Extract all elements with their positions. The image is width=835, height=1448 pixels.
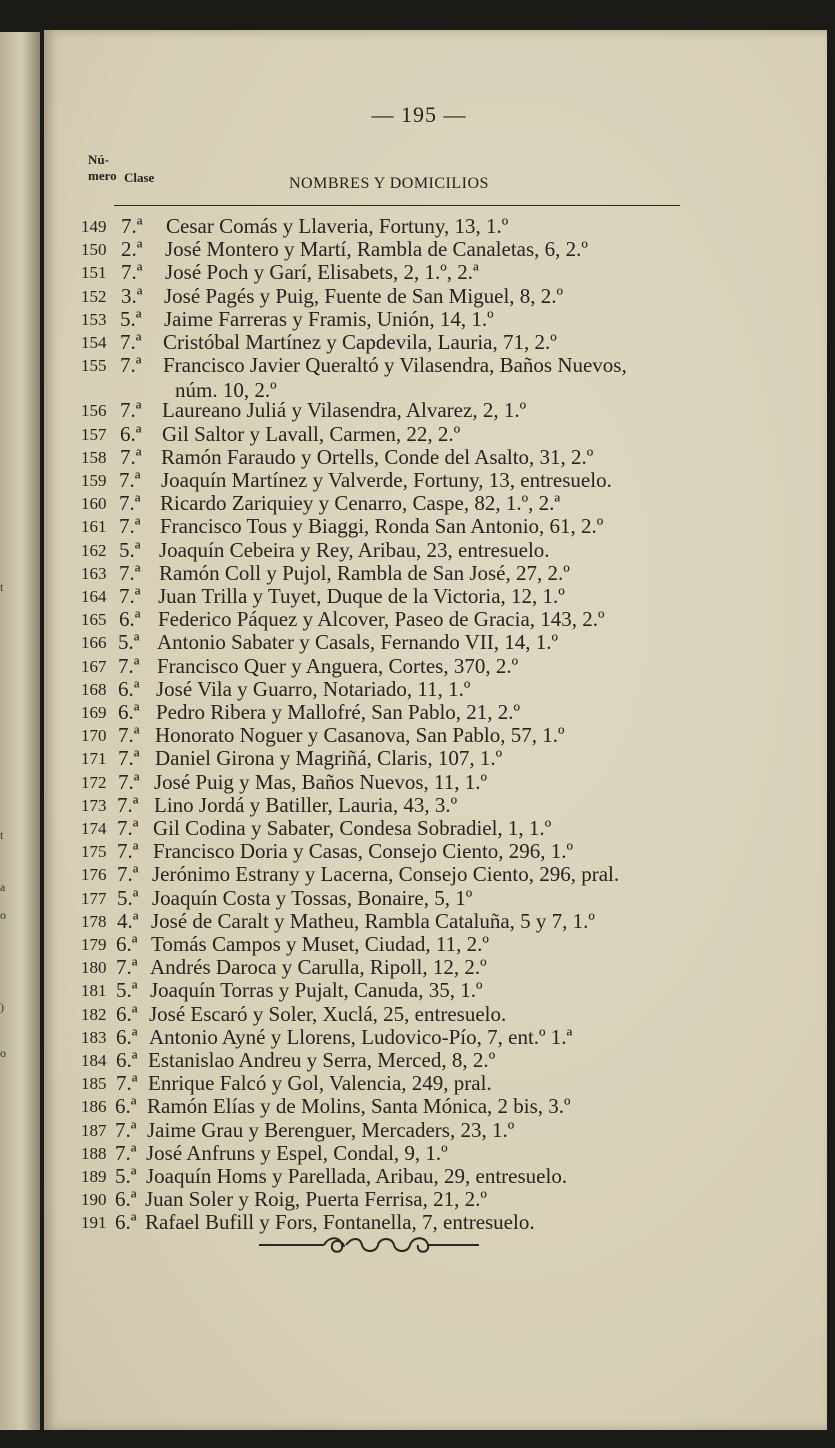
entry-name-address: Francisco Tous y Biaggi, Ronda San Antonio, 61, 2.º	[160, 514, 604, 539]
entry-name-address: Rafael Bufill y Fors, Fontanella, 7, entresuelo.	[145, 1210, 535, 1235]
previous-page-glyph: t	[0, 580, 4, 594]
entry-number: 150	[81, 240, 107, 260]
entry-class: 5.ª	[117, 885, 139, 910]
entry-name-address: José Pagés y Puig, Fuente de San Miguel, 8, 2.º	[164, 283, 564, 308]
entry-name-address: Cesar Comás y Llaveria, Fortuny, 13, 1.º	[166, 214, 509, 238]
entry-class: 7.ª	[119, 584, 141, 608]
entry-class: 7.ª	[120, 353, 142, 378]
entry-name-address: Francisco Javier Queraltó y Vilasendra, Baños Nuevos,	[163, 353, 627, 378]
entry-number: 151	[81, 263, 107, 283]
entry-class: 6.ª	[116, 1048, 138, 1072]
entry-class: 7.ª	[119, 560, 141, 585]
entry-class: 7.ª	[117, 862, 139, 887]
entry-class: 7.ª	[121, 260, 143, 285]
entry-number: 176	[81, 865, 107, 885]
entry-name-address: Pedro Ribera y Mallofré, San Pablo, 21, 2.º	[156, 700, 521, 724]
entry-number: 166	[81, 633, 107, 653]
entry-name-address: José Escaró y Soler, Xuclá, 25, entresuelo.	[149, 1001, 507, 1026]
entry-name-address: Laureano Juliá y Vilasendra, Alvarez, 2, 1.º	[162, 398, 527, 423]
entry-number: 185	[81, 1074, 107, 1094]
entry-number: 163	[81, 563, 107, 583]
entry-name-address: Joaquín Cebeira y Rey, Aribau, 23, entresuelo.	[159, 537, 550, 562]
column-header-numero: Nú- mero	[88, 152, 117, 183]
ornament-divider	[254, 1230, 484, 1260]
previous-page-glyph: o	[0, 1046, 6, 1060]
entry-number: 154	[81, 333, 107, 352]
entry-number: 183	[81, 1027, 107, 1047]
entry-number: 191	[81, 1213, 107, 1233]
entry-number: 171	[81, 749, 107, 769]
entry-class: 7.ª	[117, 816, 139, 840]
entry-class: 6.ª	[119, 607, 141, 632]
entry-name-address: Tomás Campos y Muset, Ciudad, 11, 2.º	[151, 932, 489, 956]
previous-page-glyph: o	[0, 908, 6, 922]
entry-name-address: Jaime Farreras y Framis, Unión, 14, 1.º	[164, 306, 494, 331]
entry-number: 155	[81, 356, 107, 376]
entry-name-address: Francisco Doria y Casas, Consejo Ciento, 296, 1.º	[153, 839, 574, 864]
entry-number: 186	[81, 1097, 107, 1117]
entry-number: 157	[81, 424, 107, 444]
entry-name-address: Antonio Ayné y Llorens, Ludovico-Pío, 7, ent.º 1.ª	[149, 1024, 573, 1049]
entry-number: 159	[81, 471, 107, 490]
entry-number: 165	[81, 610, 107, 630]
entry-number: 169	[81, 703, 107, 722]
entry-name-address: Federico Páquez y Alcover, Paseo de Gracia, 143, 2.º	[158, 607, 605, 632]
entry-class: 7.ª	[120, 398, 142, 423]
entry-number: 172	[81, 772, 107, 792]
entry-number: 180	[81, 958, 107, 978]
entry-number: 156	[81, 401, 107, 421]
entry-number: 160	[81, 494, 107, 514]
previous-page-glyph: )	[0, 1000, 4, 1014]
entry-number: 177	[81, 888, 107, 908]
entry-name-address: Juan Trilla y Tuyet, Duque de la Victoria, 12, 1.º	[158, 584, 565, 608]
entry-name-address: Ramón Faraudo y Ortells, Conde del Asalto, 31, 2.º	[161, 444, 594, 469]
entry-number: 153	[81, 309, 107, 329]
entries-list	[44, 30, 827, 1430]
entry-number: 189	[81, 1167, 107, 1186]
entry-number: 168	[81, 679, 107, 699]
entry-class: 6.ª	[116, 1001, 138, 1026]
entry-class: 5.ª	[120, 306, 142, 331]
entry-class: 5.ª	[116, 978, 138, 1003]
entry-number: 162	[81, 540, 107, 560]
entry-continuation: núm. 10, 2.º	[175, 378, 277, 403]
column-header-clase: Clase	[124, 170, 155, 185]
entry-number: 187	[81, 1120, 107, 1140]
previous-page-fragments	[0, 32, 10, 1430]
entry-name-address: José Anfruns y Espel, Condal, 9, 1.º	[146, 1140, 448, 1165]
entry-class: 6.ª	[118, 676, 140, 701]
previous-page-edge	[0, 32, 40, 1430]
entry-number: 182	[81, 1004, 107, 1024]
entry-name-address: José Montero y Martí, Rambla de Canaletas, 6, 2.º	[165, 237, 588, 262]
entry-class: 7.ª	[118, 653, 140, 678]
entry-number: 190	[81, 1190, 107, 1210]
entry-number: 167	[81, 656, 107, 676]
entry-name-address: Jaime Grau y Berenguer, Mercaders, 23, 1.º	[147, 1117, 515, 1142]
entry-number: 170	[81, 726, 107, 746]
entry-number: 149	[81, 217, 107, 236]
entry-class: 7.ª	[119, 468, 141, 492]
entry-class: 6.ª	[118, 700, 140, 724]
entry-name-address: Joaquín Homs y Parellada, Aribau, 29, entresuelo.	[146, 1164, 568, 1188]
entry-class: 7.ª	[119, 491, 141, 516]
entry-name-address: Enrique Falcó y Gol, Valencia, 249, pral.	[148, 1071, 492, 1096]
entry-name-address: Joaquín Costa y Tossas, Bonaire, 5, 1º	[152, 885, 473, 910]
previous-page-glyph: a	[0, 880, 6, 894]
entry-number: 179	[81, 935, 107, 954]
entry-name-address: Ramón Coll y Pujol, Rambla de San José, 27, 2.º	[159, 560, 570, 585]
entry-class: 7.ª	[118, 746, 140, 771]
entry-class: 6.ª	[116, 932, 138, 956]
entry-name-address: Francisco Quer y Anguera, Cortes, 370, 2.º	[157, 653, 519, 678]
entry-number: 184	[81, 1051, 107, 1070]
entry-class: 7.ª	[121, 214, 143, 238]
entry-number: 173	[81, 795, 107, 815]
entry-number: 181	[81, 981, 107, 1001]
entry-number: 158	[81, 447, 107, 467]
entry-name-address: José Puig y Mas, Baños Nuevos, 11, 1.º	[154, 769, 487, 794]
column-header-title: NOMBRES Y DOMICILIOS	[289, 175, 489, 192]
entry-name-address: Joaquín Martínez y Valverde, Fortuny, 13, entresuelo.	[161, 468, 612, 492]
entry-name-address: Jerónimo Estrany y Lacerna, Consejo Ciento, 296, pral.	[152, 862, 620, 887]
entry-class: 3.ª	[121, 283, 143, 308]
entry-number: 175	[81, 842, 107, 862]
entry-number: 178	[81, 911, 107, 931]
entry-class: 7.ª	[117, 792, 139, 817]
entry-number: 174	[81, 819, 107, 838]
entry-name-address: Ricardo Zariquiey y Cenarro, Caspe, 82, 1.º, 2.ª	[160, 491, 561, 516]
entry-name-address: José Vila y Guarro, Notariado, 11, 1.º	[156, 676, 471, 701]
entry-number: 188	[81, 1143, 107, 1163]
entry-number: 152	[81, 286, 107, 306]
previous-page-glyph: t	[0, 828, 4, 842]
entry-class: 6.ª	[115, 1210, 137, 1235]
entry-number: 161	[81, 517, 107, 537]
entry-class: 4.ª	[117, 908, 139, 933]
entry-class: 6.ª	[115, 1094, 137, 1119]
entry-class: 6.ª	[120, 421, 142, 446]
entry-name-address: Antonio Sabater y Casals, Fernando VII, 14, 1.º	[157, 630, 558, 655]
entry-name-address: Juan Soler y Roig, Puerta Ferrisa, 21, 2.º	[145, 1187, 487, 1212]
entry-class: 6.ª	[116, 1024, 138, 1049]
entry-class: 5.ª	[119, 537, 141, 562]
entry-name-address: Joaquín Torras y Pujalt, Canuda, 35, 1.º	[150, 978, 483, 1003]
entry-name-address: José Poch y Garí, Elisabets, 2, 1.º, 2.ª	[165, 260, 479, 285]
entry-class: 5.ª	[118, 630, 140, 655]
entry-class: 7.ª	[116, 955, 138, 980]
entry-name-address: Andrés Daroca y Carulla, Ripoll, 12, 2.º	[150, 955, 487, 980]
entry-name-address: Cristóbal Martínez y Capdevila, Lauria, 71, 2.º	[163, 330, 557, 354]
entry-name-address: Ramón Elías y de Molins, Santa Mónica, 2 bis, 3.º	[147, 1094, 571, 1119]
entry-class: 7.ª	[117, 839, 139, 864]
entry-class: 5.ª	[115, 1164, 137, 1188]
entry-class: 7.ª	[118, 723, 140, 748]
entry-name-address: José de Caralt y Matheu, Rambla Cataluña, 5 y 7, 1.º	[151, 908, 595, 933]
entry-name-address: Estanislao Andreu y Serra, Merced, 8, 2.º	[148, 1048, 496, 1072]
page-number: — 195 —	[371, 102, 467, 127]
entry-class: 6.ª	[115, 1187, 137, 1212]
entry-name-address: Lino Jordá y Batiller, Lauria, 43, 3.º	[154, 792, 458, 817]
entry-class: 7.ª	[115, 1140, 137, 1165]
entry-class: 7.ª	[116, 1071, 138, 1096]
entry-class: 7.ª	[118, 769, 140, 794]
entry-name-address: Daniel Girona y Magriñá, Claris, 107, 1.º	[155, 746, 503, 771]
book-page	[44, 30, 827, 1430]
entry-class: 2.ª	[121, 237, 143, 262]
entry-name-address: Gil Codina y Sabater, Condesa Sobradiel, 1, 1.º	[153, 816, 552, 840]
entry-number: 164	[81, 587, 107, 606]
entry-class: 7.ª	[119, 514, 141, 539]
entry-name-address: Gil Saltor y Lavall, Carmen, 22, 2.º	[162, 421, 461, 446]
entry-name-address: Honorato Noguer y Casanova, San Pablo, 57, 1.º	[155, 723, 565, 748]
entry-class: 7.ª	[120, 444, 142, 469]
entry-class: 7.ª	[115, 1117, 137, 1142]
entry-class: 7.ª	[120, 330, 142, 354]
